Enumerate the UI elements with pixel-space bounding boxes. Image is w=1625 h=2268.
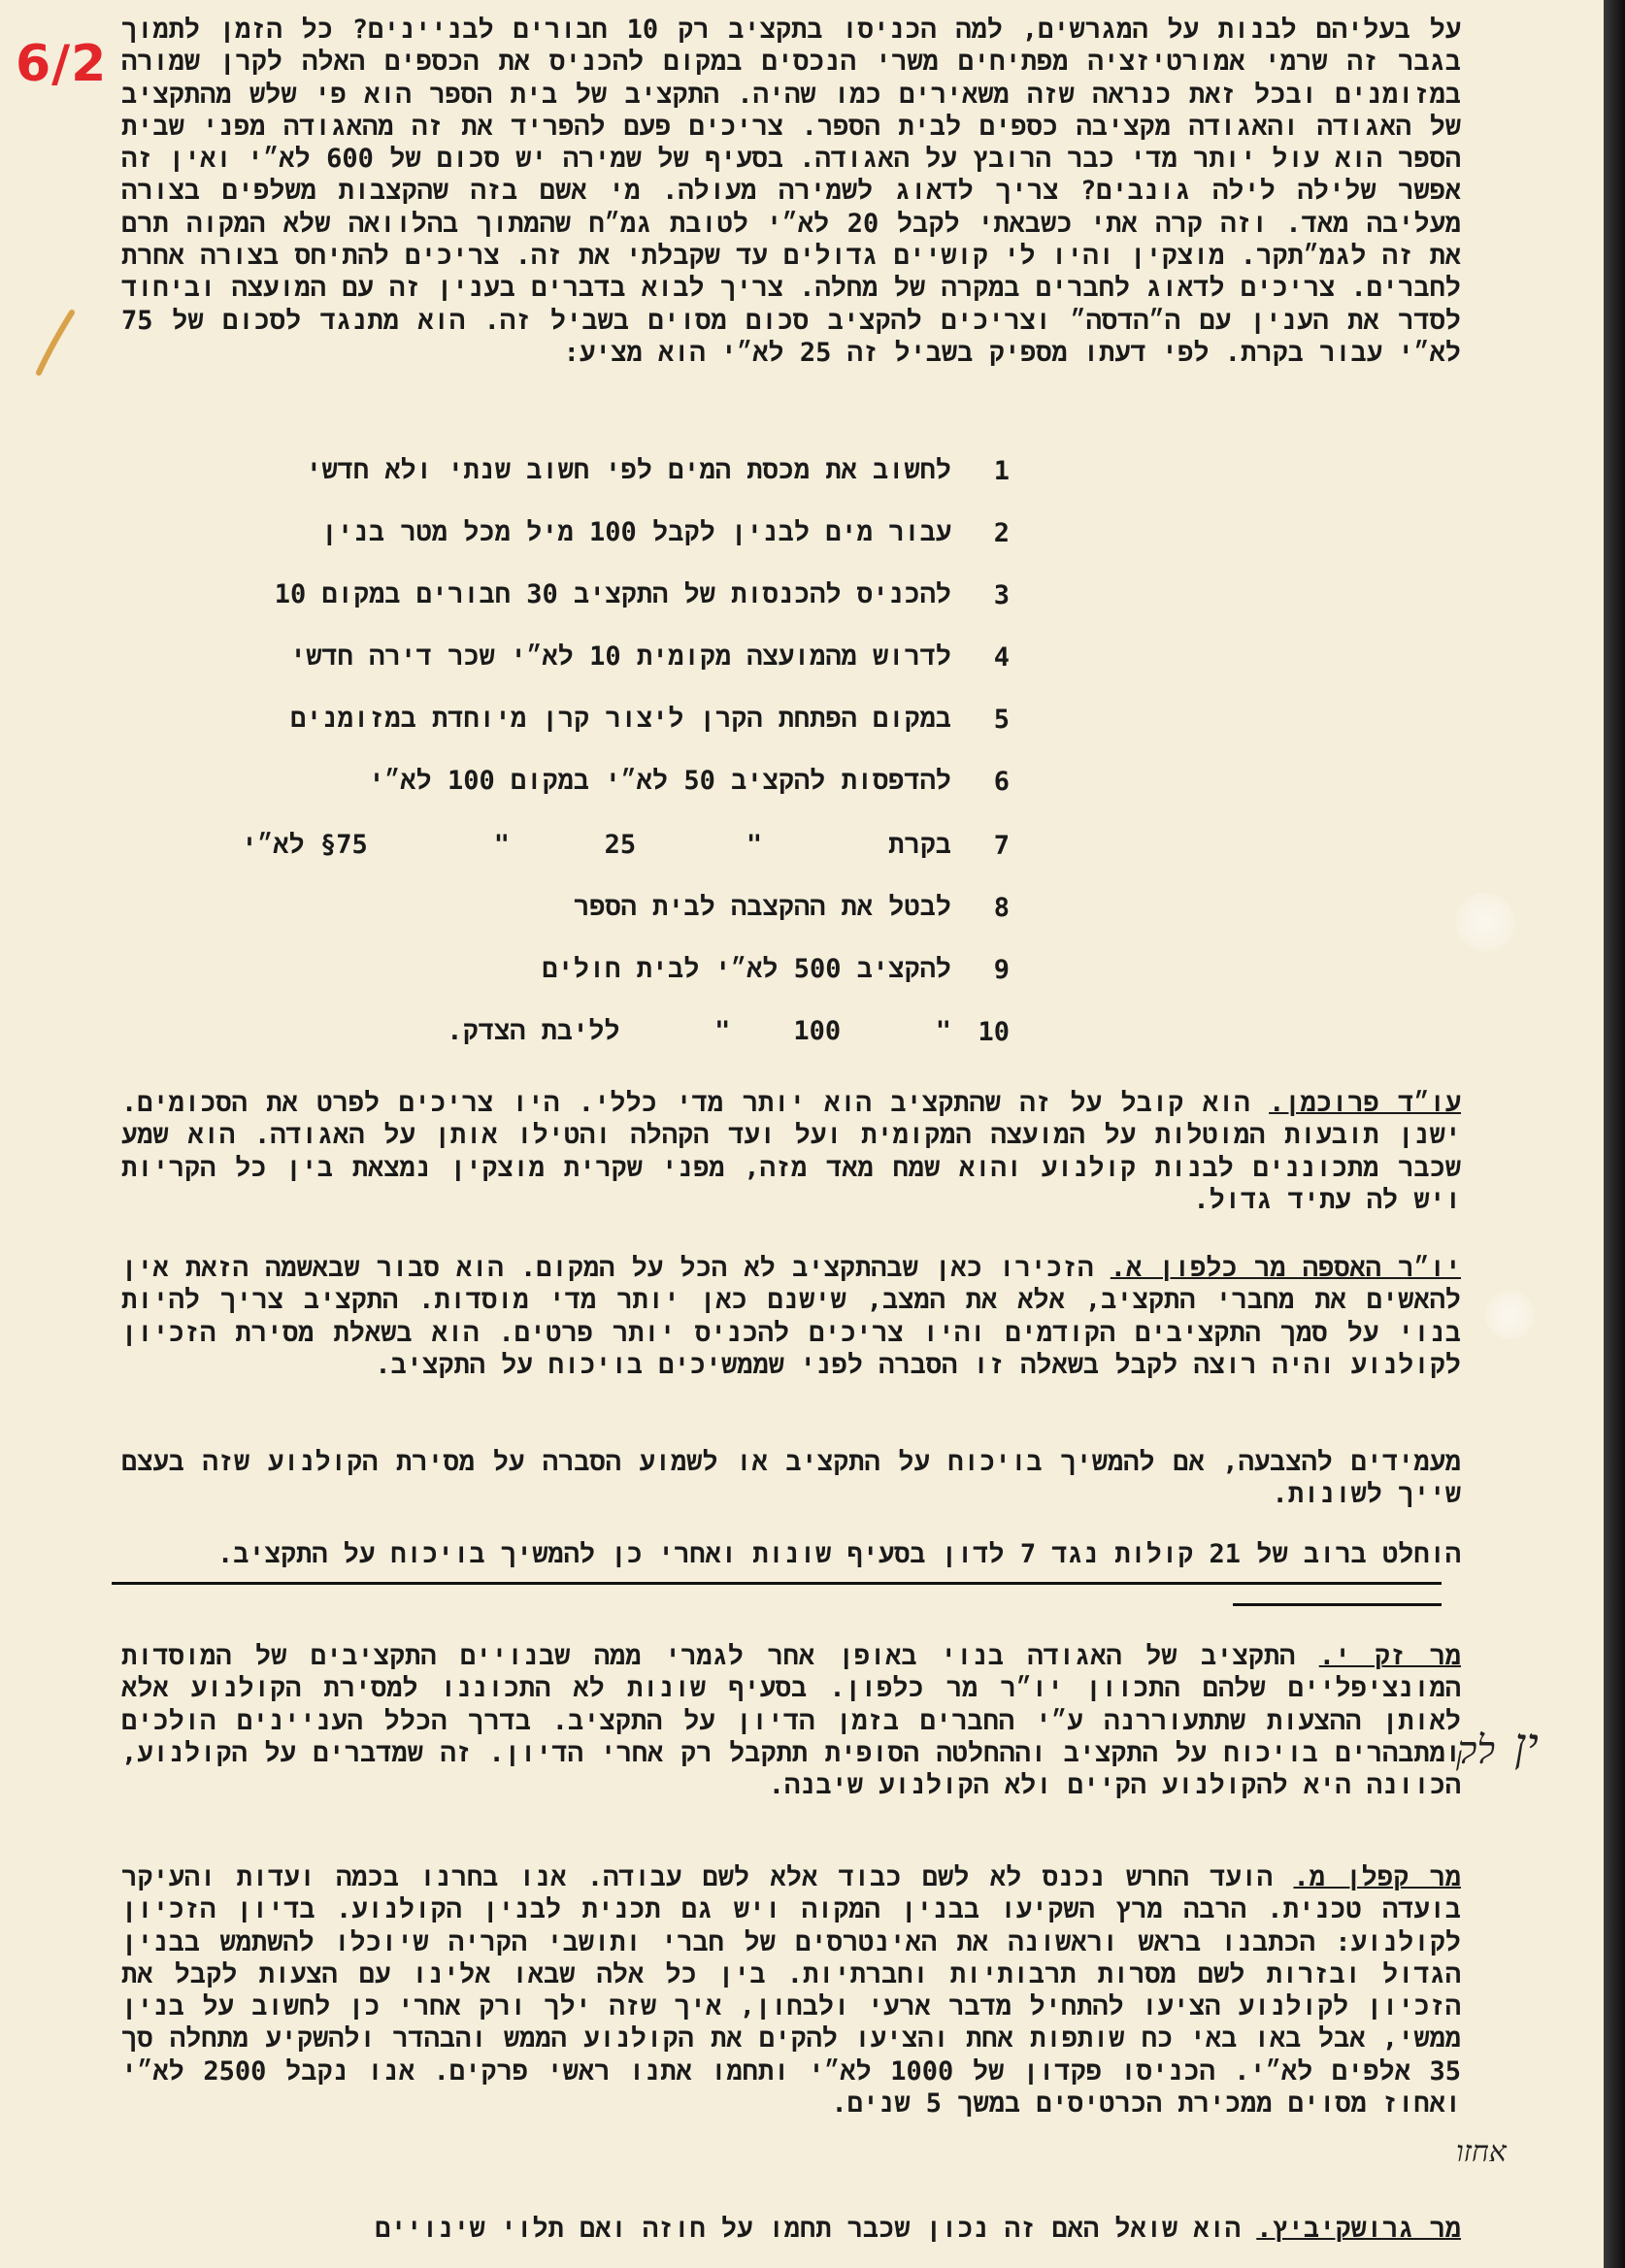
scan-edge xyxy=(1604,0,1625,2268)
speaker-text: התקציב של האגודה בנוי באופן אחר לגמרי ממה שבנויים התקציבים של המוסדות המונציפליים שלהם התכוון יו״ר מר כלפון. בסעיף שונות לא התכוננו למסירת הקולנוע אלא לאותן ההצעות שתתעוררנה ע״י החברים בזמן הדיון על התקציב. בדרך הכלל העניינים הולכים ומתבהרים בויכוח על התקציב וההחלטה הסופית תתקבל רק אחרי הדיון. זה שמדברים על הקולנוע, הכוונה היא להקולנוע הקיים ולא הקולנוע שיבנה. xyxy=(121,1641,1462,1801)
list-item xyxy=(136,451,1010,490)
speaker-name: עו״ד פרוכמן. xyxy=(1269,1088,1461,1118)
speaker-name: מר קפלן מ. xyxy=(1293,1862,1461,1892)
handwritten-margin-note: ין xyxy=(1514,1718,1539,1772)
speaker-name: מר זק י. xyxy=(1318,1641,1461,1671)
list-text: במקום הפתחת הקרן ליצור קרן מיוחדת במזומנים xyxy=(290,703,951,734)
speaker-section xyxy=(121,1861,1461,2120)
list-number: 2 xyxy=(993,517,1010,548)
handwritten-bottom-note: אחזו xyxy=(1456,2135,1507,2169)
speaker-text: הוא שואל האם זה נכון שכבר תחמו על חוזה ואם תלוי שינויים xyxy=(375,2214,1241,2244)
decision-paragraph xyxy=(121,1538,1461,1570)
list-text: להדפסות להקציב 50 לא״י במקום 100 לא״י xyxy=(368,765,951,796)
list-text: " 100 " לליבת הצדק. xyxy=(447,1015,951,1046)
list-number: 3 xyxy=(993,579,1010,610)
list-text: לבטל את ההקצבה לבית הספר xyxy=(573,891,951,922)
list-item xyxy=(136,826,1010,865)
speaker-text: הועד החרש נכנס לא לשם כבוד אלא לשם עבודה. אנו בחרנו בכמה ועדות והעיקר בועדה טכנית. הרבה מרץ השקיעו בבנין המקוה ויש גם תכנית לבנין הקולנוע. בדיון הזכיון לקולנוע: הכתבנו בראש וראשונה את האינטרסים של חברי ותושבי הקריה שיוכלו להשתמש בבנין הגדול ובזרות לשם מסרות תרבותיות וחברתיות. בין כל אלה שבאו אלינו עם הצעות לקבל את הזכיון לקולנוע הציעו להתחיל מדבר ארעי ולבחון, איך שזה ילך ורק אחרי כן לחשוב על בנין ממשי, אבל באו באי כח שותפות אחת והציעו להקים את הקולנוע הממש והבהדר ולהשקיע מתחלה סך 35 אלפים לא״י. הכניסו פקדון של 1000 לא״י ותחמו אתנו ראשי פרקים. אנו נקבל 2500 לא״י ואחוז מסוים ממכירת הכרטיסים במשך 5 שנים. xyxy=(121,1862,1461,2120)
list-number: 1 xyxy=(993,455,1010,486)
list-number: 4 xyxy=(993,641,1010,673)
list-item xyxy=(136,1012,1010,1051)
list-number: 9 xyxy=(993,954,1010,985)
paper-stain xyxy=(1485,1291,1534,1339)
list-number: 5 xyxy=(993,704,1010,735)
underline-rule xyxy=(112,1582,1442,1585)
list-item xyxy=(136,575,1010,614)
speaker-text: הזכירו כאן שבהתקציב לא הכל על המקום. הוא סבור שבאשמה הזאת אין להאשים את מחברי התקציב, אלא את המצב, שישנם כאן יותר מדי מוסדות. התקציב צריך להיות בנוי על סמך התקציבים הקודמים והיו צריכים להכניס יותר פרטים. הוא בשאלת מסירת הזכיון לקולנוע והיה רוצה לקבל בשאלה זו הסברה לפני שממשיכים בויכוח על התקציב. xyxy=(121,1253,1461,1380)
list-text: להקציב 500 לא״י לבית חולים xyxy=(542,953,951,984)
margin-pen-mark-icon xyxy=(33,309,78,378)
underline-rule xyxy=(1233,1603,1442,1606)
paper-stain xyxy=(1456,893,1514,951)
speaker-name: יו״ר האספה מר כלפון א. xyxy=(1110,1253,1461,1283)
list-item xyxy=(136,888,1010,927)
vote-paragraph xyxy=(121,1446,1461,1511)
list-text: בקרת " 25 " 75§ לא״י xyxy=(241,829,951,860)
list-text: להכניס להכנסות של התקציב 30 חבורים במקום 10 xyxy=(274,578,951,609)
list-number: 8 xyxy=(993,892,1010,923)
list-number: 10 xyxy=(978,1016,1010,1047)
list-item xyxy=(136,762,1010,801)
list-text: לדרוש מהמועצה מקומית 10 לא״י שכר דירה חדשי xyxy=(290,641,951,672)
speaker-name: מר גרושקיביץ. xyxy=(1256,2214,1461,2244)
list-number: 7 xyxy=(993,830,1010,861)
speaker-text: הוא קובל על זה שהתקציב הוא יותר מדי כללי. היו צריכים לפרט את הסכומים. ישנן תובעות המוטלות על המועצה המקומית ועל ועד הקהלה והטילו אותן על האגודה. הוא שמע שכבר מתכוננים לבנות קולנוע והוא שמח מאד מזה, מפני שקרית מוצקין נמצאת בין כל הקריות ויש לה עתיד גדול. xyxy=(121,1088,1461,1215)
list-item xyxy=(136,950,1010,989)
opening-paragraph xyxy=(121,14,1461,369)
speaker-section xyxy=(121,2213,1461,2245)
list-text: לחשוב את מכסת המים לפי חשוב שנתי ולא חדשי xyxy=(306,454,951,485)
decision-text: הוחלט ברוב של 21 קולות נגד 7 לדון בסעיף שונות ואחרי כן להמשיך בויכוח על התקציב. xyxy=(216,1539,1461,1569)
list-item xyxy=(136,513,1010,552)
list-item xyxy=(136,638,1010,676)
list-text: עבור מים לבנין לקבל 100 מיל מכל מטר בנין xyxy=(321,516,951,547)
speaker-section xyxy=(121,1087,1461,1216)
page-number: 6/2 xyxy=(16,35,108,93)
speaker-section xyxy=(121,1640,1461,1801)
speaker-section xyxy=(121,1252,1461,1381)
list-item xyxy=(136,700,1010,739)
paragraph-text: מעמידים להצבעה, אם להמשיך בויכוח על התקציב או לשמוע הסברה על מסירת הקולנוע שזה בעצם שייך לשונות. xyxy=(121,1447,1461,1510)
list-number: 6 xyxy=(993,766,1010,797)
handwritten-margin-note: לק xyxy=(1456,1728,1496,1773)
paragraph-text: על בעליהם לבנות על המגרשים, למה הכניסו בתקציב רק 10 חבורים לבניינים? כל הזמן לתמוך בגבר זה שרמי אמורטיזציה מפתיחים משרי הנכסים במקום להכניס את הכספים האלה לקרן שמורה במזומנים ובכל זאת כנראה שזה משאירים כמו שהיה. התקציב של בית הספר הוא פי שלש מהתקציב של האגודה והאגודה מקציבה כספים לבית הספר. צריכים פעם להפריד את זה מהאגודה מפני שבית הספר הוא עול יותר מדי כבר הרובץ על האגודה. בסעיף של שמירה יש סכום של 600 לא״י ואין זה אפשר שלילה לילה גונבים? צריך לדאוג לשמירה מעולה. מי אשם בזה שהקצבות משלפים בצורה מעליבה מאד. וזה קרה אתי כשבאתי לקבל 20 לא״י לטובת גמ״ח שהמתוך בהלוואה שלא המקוה תרם את זה לגמ״תקר. מוצקין והיו לי קושיים גדולים עד שקבלתי את זה. צריכים להתיחס בצורה אחרת לחברים. צריכים לדאוג לחברים במקרה של מחלה. צריך לבוא בדברים בענין זה עם המועצה וביחוד לסדר את הענין עם ה״הדסה״ וצריכים להקציב סכום מסוים בשביל זה. הוא מתנגד לסכום של 75 לא״י עבור בקרת. לפי דעתו מספיק בשביל זה 25 לא״י הוא מציע: xyxy=(121,15,1461,368)
